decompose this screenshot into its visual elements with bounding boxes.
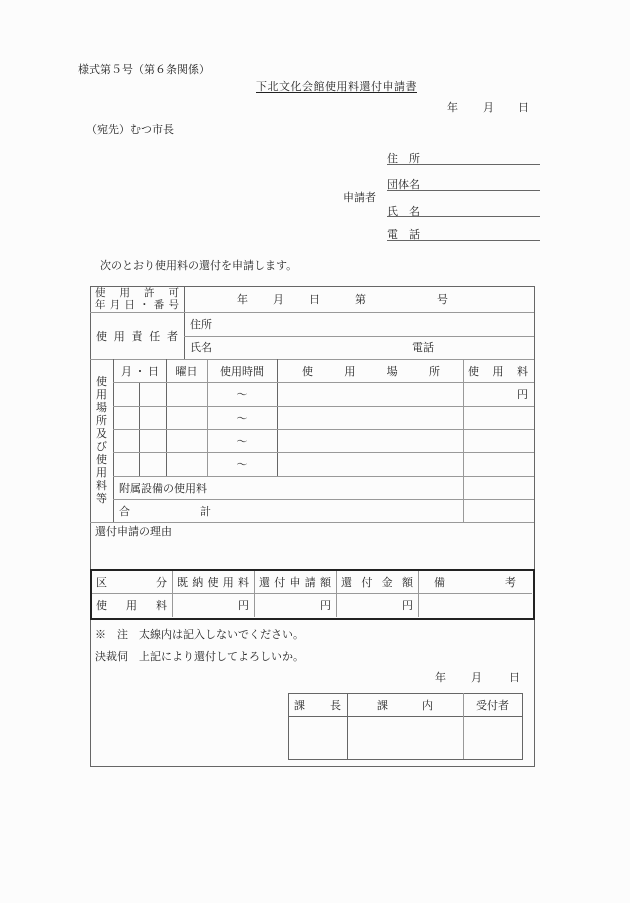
applicant-address-label: 住 所 (387, 152, 420, 165)
receiver-stamp-field[interactable] (464, 717, 521, 758)
applicant-name-line[interactable] (387, 216, 540, 217)
applicant-address-line[interactable] (387, 164, 540, 165)
approval-text: 決裁伺 上記により還付してよろしいか。 (95, 650, 304, 663)
applicant-phone-label: 電 話 (387, 228, 420, 241)
header-weekday: 曜日 (175, 364, 198, 378)
responsible-phone-label: 電話 (412, 341, 434, 354)
applicant-label: 申請者 (343, 191, 376, 204)
header-section: 課 内 (377, 698, 433, 712)
header-fee: 使 用 料 (468, 364, 528, 378)
total-label: 合 計 (119, 504, 211, 518)
row-divider (113, 429, 534, 430)
form-number: 様式第５号（第６条関係） (78, 63, 210, 76)
applicant-group-label: 団体名 (387, 178, 420, 191)
row-category: 使 用 料 (96, 599, 167, 612)
requested-amount-field[interactable]: 円 (320, 599, 331, 612)
header-requested-amount: 還 付 申 請 額 (259, 575, 331, 589)
header-remarks: 備 考 (434, 575, 516, 589)
header-section-chief: 課 長 (294, 698, 341, 712)
time-tilde: ～ (236, 434, 248, 448)
header-place: 使 用 場 所 (302, 364, 440, 378)
row-divider (90, 312, 534, 313)
responsible-address-label: 住所 (190, 318, 212, 331)
applicant-phone-line[interactable] (387, 240, 540, 241)
responsible-label: 使 用 責 任 者 (96, 329, 178, 343)
col-divider (113, 359, 114, 522)
equipment-fee-label: 附属設備の使用料 (119, 481, 207, 495)
row-divider (113, 406, 534, 407)
col-divider (277, 359, 278, 476)
applicant-name-label: 氏 名 (387, 205, 420, 218)
row-divider (90, 522, 534, 523)
header-refund-amount: 還 付 金 額 (341, 575, 413, 589)
intro-text: 次のとおり使用料の還付を申請します。 (100, 259, 298, 272)
note-text: ※ 注 太線内は記入しないでください。 (95, 628, 304, 641)
usage-vertical-label: 使 用 場 所 及 び 使 用 料 等 (96, 375, 107, 505)
addressee: （宛先）むつ市長 (86, 123, 174, 136)
refund-reason-label: 還付申請の理由 (95, 525, 172, 538)
header-paid-fee: 既 納 使 用 料 (177, 575, 249, 589)
responsible-name-label: 氏名 (190, 341, 212, 354)
time-tilde: ～ (236, 388, 248, 401)
fee-unit: 円 (517, 388, 528, 401)
header-category: 区 分 (96, 575, 167, 589)
label-column-divider (184, 286, 185, 359)
time-tilde: ～ (236, 411, 248, 425)
remarks-field[interactable] (419, 594, 531, 617)
header-time: 使用時間 (220, 364, 264, 378)
permit-label-line2: 年 月 日 ・ 番 号 (95, 299, 179, 312)
row-divider (184, 336, 534, 337)
applicant-group-line[interactable] (387, 190, 540, 191)
header-receiver: 受付者 (476, 698, 509, 712)
refund-reason-field[interactable] (91, 540, 532, 567)
section-stamp-field[interactable] (348, 717, 462, 758)
section-chief-stamp-field[interactable] (289, 717, 346, 758)
paid-fee-field[interactable]: 円 (238, 599, 249, 612)
form-title: 下北文化会館使用料還付申請書 (256, 80, 417, 93)
permit-label-line1: 使 用 許 可 (95, 287, 179, 300)
header-month-day: 月 ・ 日 (121, 364, 159, 378)
row-divider (113, 452, 534, 453)
time-tilde: ～ (236, 458, 248, 471)
refund-amount-field[interactable]: 円 (402, 599, 413, 612)
